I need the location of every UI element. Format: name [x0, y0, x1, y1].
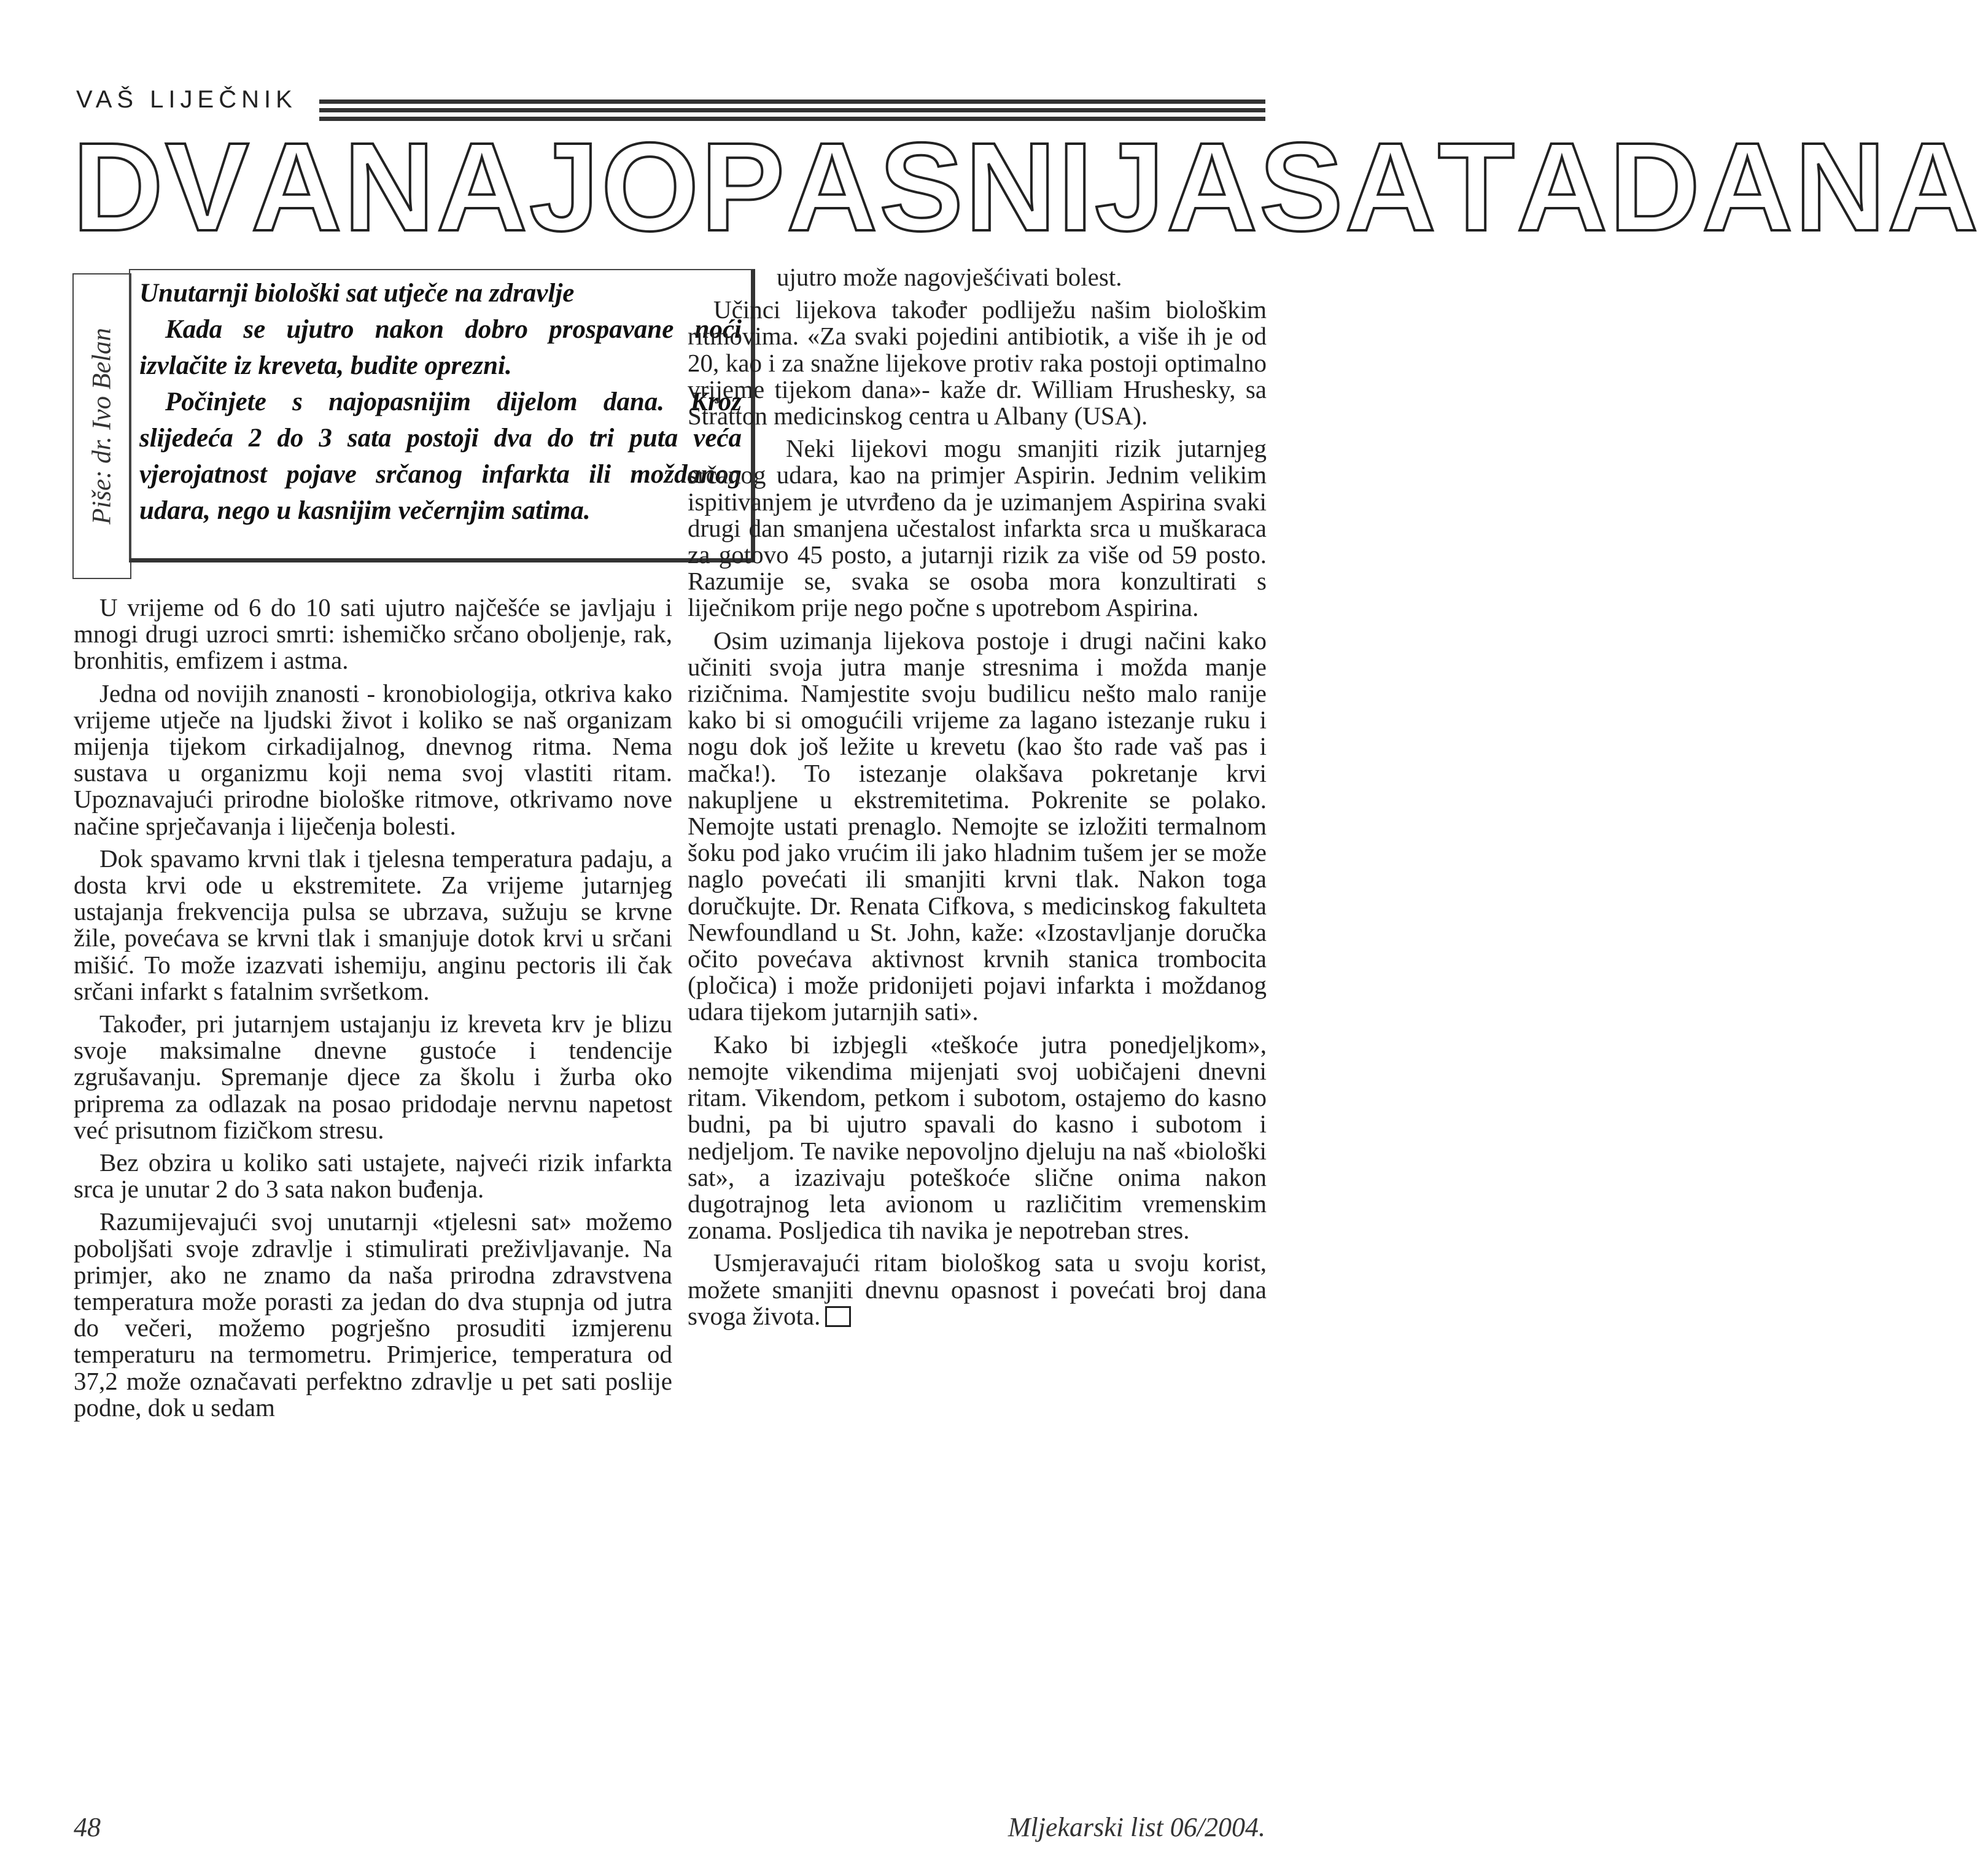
body-text: Usmjeravajući ritam biološkog sata u svoju korist, možete smanjiti dnevnu opasnost i povećati broj dana svoga života. [688, 1248, 1267, 1330]
column-left [74, 594, 672, 1421]
title-letter: V [165, 117, 251, 257]
article-title [72, 117, 1980, 257]
title-letter: A [1887, 117, 1980, 257]
lead-paragraph: Kada se ujutro nakon dobro prospavane noći izvlačite iz kreveta, budite oprezni. [139, 315, 742, 380]
body-paragraph: Kako bi izbjegli «teškoće jutra ponedjeljkom», nemojte vikendima mijenjati svoj uobičajeni dnevni ritam. Vikendom, petkom i subotom, ostajemo do kasno budni, pa bi ujutro spavali do kasno i subotom i nedjeljom. Te navike nepovoljno djeluju na naš «biološki sat», a izazivaju poteškoće slične onima nakon dugotrajnog leta avionom u različitim vremenskim zonama. Posljedica tih navika je nepotreban stres. [688, 1030, 1267, 1245]
journal-name: Mljekarski list 06/2004. [1007, 1812, 1265, 1842]
title-letter: A [1702, 117, 1795, 257]
body-paragraph: U vrijeme od 6 do 10 sati ujutro najčešće se javljaju i mnogi drugi uzroci smrti: ishemičko srčano oboljenje, rak, bronhitis, emfizem i astma. [74, 593, 672, 675]
body-paragraph: Dok spavamo krvni tlak i tjelesna temperatura padaju, a dosta krvi ode u ekstremitete. Za vrijeme jutarnjeg ustajanja frekvencija pulsa se ubrzava, sužuju se krvne žile, povećava se krvni tlak i smanjuje dotok krvi u srčani mišić. To može izazvati ishemiju, anginu pectoris ili čak srčani infarkt s fatalnim svršetkom. [74, 844, 672, 1005]
page-number: 48 [74, 1812, 101, 1842]
section-label: VAŠ LIJEČNIK [76, 86, 297, 113]
title-letter: O [600, 117, 701, 257]
title-letter: J [1094, 117, 1167, 257]
title-letter: S [879, 117, 965, 257]
end-mark-icon [825, 1306, 851, 1327]
body-paragraph: Neki lijekovi mogu smanjiti rizik jutarnjeg srčanog udara, kao na primjer Aspirin. Jednim velikim ispitivanjem je utvrđeno da je uzimanjem Aspirina svaki drugi dan smanjena učestalost infarkta srca u muškaraca za gotovo 45 posto, a jutarnji rizik za više od 59 posto. Razumije se, svaka se osoba mora konzultirati s liječnikom prije nego počne s upotrebom Aspirina. [688, 434, 1267, 622]
body-paragraph: Osim uzimanja lijekova postoje i drugi načini kako učiniti svoja jutra manje stresnima i možda manje rizičnima. Namjestite svoju budilicu nešto malo ranije kako bi si omogućili vrijeme za lagano istezanje ruku i nogu dok još ležite u krevetu (kao što rade vaš pas i mačka!). To istezanje olakšava pokretanje krvi nakupljene u ekstremitetima. Pokrenite se polako. Nemojte ustati prenaglo. Nemojte se izložiti termalnom šoku pod jako vrućim ili jako hladnim tušem jer se može naglo povećati ili smanjiti krvni tlak. Nakon toga doručkujte. Dr. Renata Cifkova, s medicinskog fakulteta Newfoundland u St. John, kaže: «Izostavljanje doručka očito povećava aktivnost krvnih stanica trombocita (pločica) i može pridonijeti pojavi infarkta i moždanog udara tijekom jutarnjih sati». [688, 626, 1267, 1026]
body-paragraph: Bez obzira u koliko sati ustajete, najveći rizik infarkta srca je unutar 2 do 3 sata nakon buđenja. [74, 1148, 672, 1204]
title-letter: T [1437, 117, 1517, 257]
title-letter: A [1166, 117, 1259, 257]
body-paragraph: Također, pri jutarnjem ustajanju iz kreveta krv je blizu svoje maksimalne dnevne gustoće i tendencije zgrušavanju. Spremanje djece za školu i žurba oko priprema za odlazak na posao pridodaje nervnu napetost već prisutnom fizičkom stresu. [74, 1010, 672, 1144]
title-letter: A [436, 117, 529, 257]
title-letter: I [1057, 117, 1095, 257]
body-paragraph: ujutro može nagovješćivati bolest. [777, 263, 1122, 291]
column-right [688, 264, 1267, 1329]
title-letter: A [250, 117, 344, 257]
title-letter: A [1345, 117, 1438, 257]
body-paragraph-final [688, 1250, 1267, 1329]
body-paragraph: Učinci lijekova također podliježu našim biološkim ritmovima. «Za svaki pojedini antibiotik, a više ih je od 20, kao i za snažne lijekove protiv raka postoji optimalno vrijeme tijekom dana»- kaže dr. William Hrushesky, sa Stratton medicinskog centra u Albany (USA). [688, 295, 1267, 430]
body-paragraph: Jedna od novijih znanosti - kronobiologija, otkriva kako vrijeme utječe na ljudski život i koliko se naš organizam mijenja tijekom cirkadijalnog, dnevnog ritma. Nema sustava u organizmu koji nema svoj vlastiti ritam. Upoznavajući prirodne biološke ritmove, otkrivamo nove načine sprječavanja i liječenja bolesti. [74, 679, 672, 840]
title-letter: D [1609, 117, 1702, 257]
title-letter: A [1516, 117, 1610, 257]
title-letter: A [786, 117, 880, 257]
title-letter: S [1259, 117, 1345, 257]
title-letter: N [343, 117, 437, 257]
lead-paragraph: Počinjete s najopasnijim dijelom dana. Kroz slijedeća 2 do 3 sata postoji dva do tri puta veća vjerojatnost pojave srčanog infarkta ili moždanog udara, nego u kasnijim večernjim satima. [139, 387, 742, 525]
title-letter: N [965, 117, 1058, 257]
byline: Piše: dr. Ivo Belan [87, 327, 117, 525]
header-rule [319, 108, 1265, 112]
lead-subtitle: Unutarnji biološki sat utječe na zdravlje [139, 279, 575, 308]
lead-box [129, 269, 755, 562]
byline-box [72, 273, 131, 579]
title-letter: P [701, 117, 787, 257]
body-paragraph: Razumijevajući svoj unutarnji «tjelesni sat» možemo poboljšati svoje zdravlje i stimulirati preživljavanje. Na primjer, ako ne znamo da naša prirodna zdravstvena temperatura može porasti za jedan do dva stupnja od jutra do večeri, možemo pogrješno prosuditi izmjerenu temperaturu na termometru. Primjerice, temperatura od 37,2 može označavati perfektno zdravlje u pet sati poslije podne, dok u sedam [74, 1207, 672, 1422]
header-rule [319, 99, 1265, 104]
title-letter: N [1795, 117, 1888, 257]
title-letter: J [529, 117, 601, 257]
title-letter: D [72, 117, 166, 257]
